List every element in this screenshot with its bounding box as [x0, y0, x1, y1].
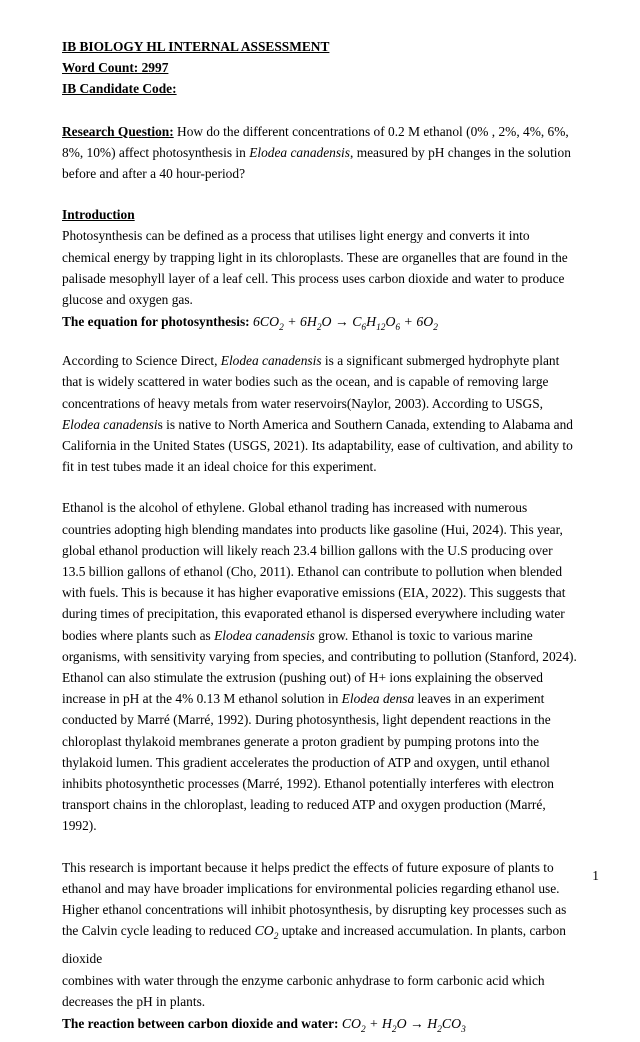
- eq-o-final-sub: 2: [433, 323, 438, 334]
- rx-co3-sub: 3: [461, 1024, 466, 1035]
- eq-co2-sub: 2: [279, 323, 284, 334]
- inline-co2-text: CO: [254, 923, 274, 939]
- eq-coef-3: 6: [416, 314, 424, 330]
- eq-h2-sub: 12: [376, 323, 386, 334]
- eq-o2-sub: 6: [395, 323, 401, 334]
- reaction-equation: [341, 1016, 466, 1035]
- spacer-after-equation: [62, 340, 579, 350]
- eq-plus-2: +: [400, 314, 417, 330]
- rx-h: H: [381, 1016, 392, 1031]
- eq-o: O: [321, 314, 332, 330]
- reaction-equation-label: The reaction between carbon dioxide and water:: [62, 1016, 342, 1031]
- elodea-species-1: Elodea canadensis: [220, 353, 322, 369]
- elodea-species-2: Elodea canadensi: [62, 416, 158, 432]
- eq-o-final: O: [423, 314, 434, 330]
- inline-co2-sub: 2: [273, 932, 279, 943]
- photosynthesis-equation-label: The equation for photosynthesis:: [62, 314, 253, 330]
- spacer-before-introduction: [62, 184, 579, 204]
- rx-co3: CO: [441, 1016, 462, 1031]
- ethanol-part-2: grow. Ethanol is toxic to various marine organisms, with sensitivity varying from species, and contributing to pollution (Stanford, 2024). Ethanol can also stimulate the extrusion (pushing out) of H+ ions explaining the observed increase in pH at the 4% 0.13 M ethanol solution in: [62, 627, 577, 707]
- significance-paragraph-continued: combines with water through the enzyme carbonic anhydrase to form carbonic acid which decreases the pH in plants.: [62, 972, 545, 1009]
- ethanol-paragraph: [62, 497, 579, 836]
- ethanol-part-1: Ethanol is the alcohol of ethylene. Global ethanol trading has increased with numerous countries adopting high blending mandates into products like gasoline (Hui, 2024). This year, global ethanol production will likely reach 23.4 billion gallons with the U.S producing over 13.5 billion gallons of ethanol (Cho, 2011). Ethanol can contribute to pollution when blended with fuels. This is because it has higher evaporative emissions (EIA, 2022). This suggests that during times of precipitation, this evaporated ethanol is dispersed everywhere including water bodies where plants such as: [62, 500, 566, 643]
- elodea-part-2: is a significant submerged hydrophyte plant that is widely scattered in water bodies such as the ocean, and is capable of removing large concentrations of heavy metals from water reservoirs(Naylor, 2003). According to USGS,: [62, 353, 560, 411]
- eq-coef-1: 6: [252, 314, 260, 330]
- research-question-text-1: How do the different concentrations of 0.2 M ethanol (0% , 2%, 4%, 6%, 8%, 10%) affect photosynthesis in: [62, 123, 569, 160]
- significance-part-2: uptake and increased accumulation. In plants, carbon dioxide: [62, 923, 566, 967]
- eq-co2: CO: [259, 314, 280, 330]
- rx-co2: CO: [341, 1016, 361, 1031]
- rx-arrow: →: [406, 1016, 428, 1031]
- photosynthesis-equation: [252, 314, 438, 334]
- elodea-part-3: s is native to North America and Southern Canada, extending to Alabama and California in the United States (USGS, 2021). Its adaptability, ease of cultivation, and ability to fit in test tubes made it an ideal choice for this experiment.: [62, 416, 573, 475]
- significance-paragraph: [62, 857, 579, 970]
- research-question-species: Elodea canadensis: [249, 144, 350, 160]
- rx-h2-sub: 2: [437, 1024, 442, 1035]
- introduction-paragraph-1: Photosynthesis can be defined as a process that utilises light energy and converts it into chemical energy by trapping light in its chloroplasts. These are organelles that are found in the palisade mesophyll layer of a leaf cell. This process uses carbon dioxide and water to produce glucose and oxygen gas.: [62, 228, 568, 308]
- elodea-paragraph: [62, 350, 579, 477]
- inline-co2-formula: [254, 923, 279, 943]
- eq-h2: H: [366, 314, 377, 330]
- ethanol-species-1: Elodea canadensis: [214, 627, 315, 643]
- introduction-heading: Introduction: [62, 207, 135, 223]
- rx-h2: H: [427, 1016, 438, 1031]
- spacer-after-title: [62, 100, 579, 121]
- eq-h-sub: 2: [316, 323, 322, 334]
- word-count-line: Word Count: 2997: [62, 60, 169, 76]
- rx-co2-sub: 2: [361, 1024, 366, 1035]
- eq-c-sub: 6: [361, 323, 367, 334]
- eq-coef-2: 6: [299, 314, 307, 330]
- ethanol-species-2: Elodea densa: [341, 691, 415, 707]
- spacer-before-ethanol: [62, 477, 579, 497]
- document-body: [62, 36, 579, 1042]
- spacer-before-significance: [62, 837, 579, 857]
- eq-arrow: →: [331, 314, 353, 330]
- elodea-part-1: According to Science Direct,: [62, 353, 221, 369]
- document-title-line-1: IB BIOLOGY HL INTERNAL ASSESSMENT: [62, 39, 330, 54]
- candidate-code-line: IB Candidate Code:: [62, 81, 177, 97]
- research-question-paragraph: [62, 121, 579, 185]
- rx-h-sub: 2: [391, 1024, 397, 1035]
- eq-h: H: [306, 314, 317, 330]
- reaction-equation-line: [62, 1012, 579, 1042]
- photosynthesis-equation-line: [62, 310, 579, 340]
- rx-o: O: [396, 1016, 407, 1031]
- ethanol-part-3: leaves in an experiment conducted by Marré (Marré, 1992). During photosynthesis, light dependent reactions in the chloroplast thylakoid membranes generate a proton gradient by pumping protons into the thylakoid lumen. This gradient accelerates the production of ATP and oxygen, until ethanol inhibits photosynthetic processes (Marré, 1992). Ethanol potentially interferes with electron transport chains in the chloroplast, leading to reduced ATP and oxygen production (Marré, 1992).: [62, 691, 554, 834]
- rx-plus: +: [365, 1016, 382, 1031]
- research-question-text-2: , measured by pH changes in the solution before and after a 40 hour-period?: [62, 144, 571, 182]
- eq-o2: O: [385, 314, 396, 330]
- significance-part-1: This research is important because it helps predict the effects of future exposure of plants to ethanol and may have broader implications for environmental policies regarding ethanol use. Higher ethanol concentrations will inhibit photosynthesis, by disrupting key processes such as the Calvin cycle leading to reduced: [62, 859, 567, 939]
- eq-plus-1: +: [283, 314, 300, 330]
- research-question-label: Research Question:: [62, 123, 174, 139]
- eq-c: C: [352, 314, 362, 330]
- page-number: 1: [592, 868, 599, 883]
